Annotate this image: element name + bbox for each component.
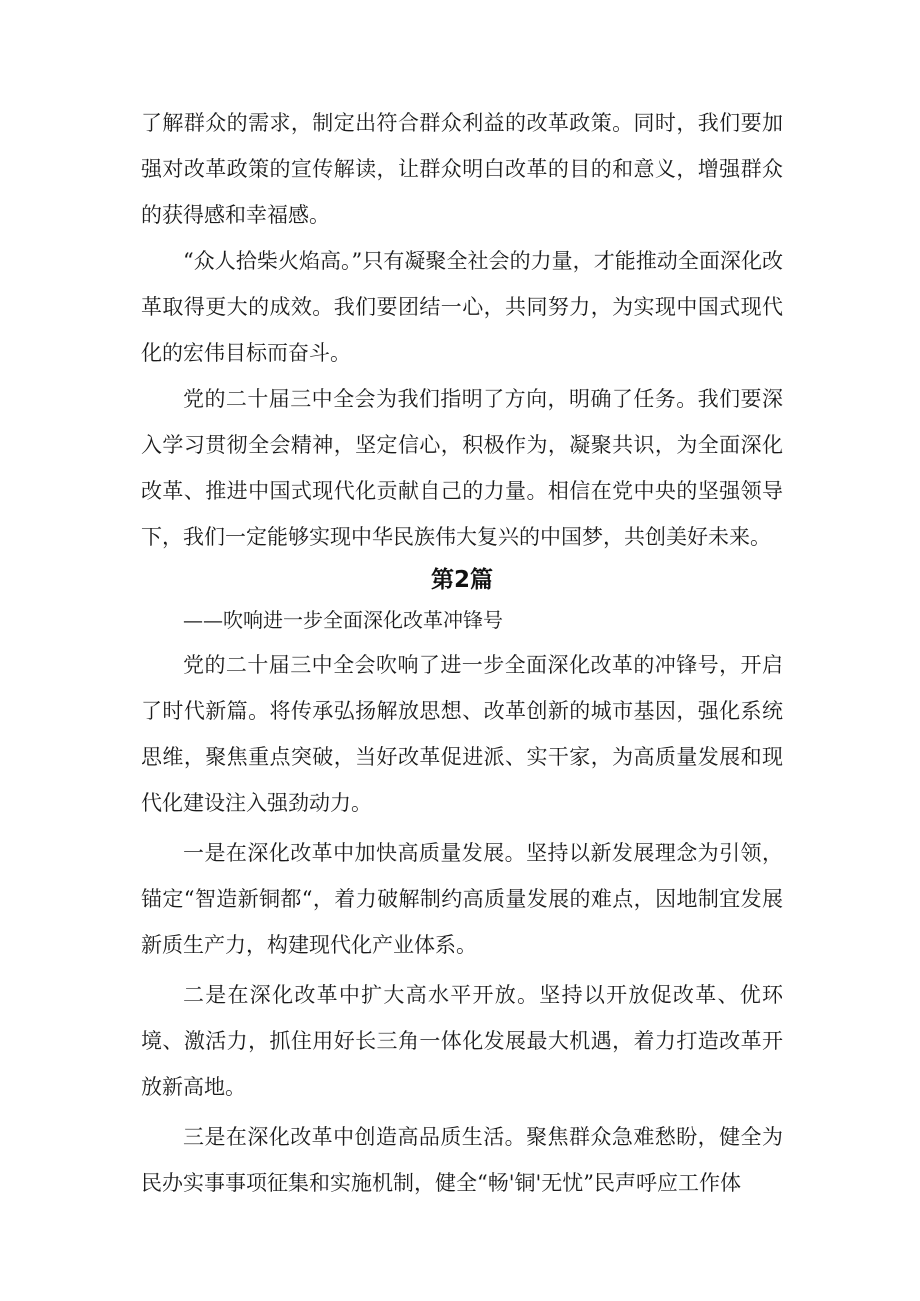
paragraph-point-one: 一是在深化改革中加快高质量发展。坚持以新发展理念为引领，锚定“智造新铜都“，着力破解制约高质量发展的难点，因地制宜发展新质生产力，构建现代化产业体系。 [141, 841, 783, 957]
paragraph-continued: 了解群众的需求，制定出符合群众利益的改革政策。同时，我们要加强对改革政策的宣传解读，让群众明白改革的目的和意义，增强群众的获得感和幸福感。 [141, 111, 783, 227]
paragraph-point-two: 二是在深化改革中扩大高水平开放。坚持以开放促改革、优环境、激活力，抓住用好长三角一体化发展最大机遇，着力打造改革开放新高地。 [141, 983, 783, 1099]
section-subtitle: ——吹响进一步全面深化改革冲锋号 [183, 608, 503, 632]
document-page [141, 100, 783, 1206]
paragraph-plenary-direction: 党的二十届三中全会为我们指明了方向，明确了任务。我们要深入学习贯彻全会精神，坚定信心，积极作为，凝聚共识，为全面深化改革、推进中国式现代化贡献自己的力量。相信在党中央的坚强领导下，我们一定能够实现中华民族伟大复兴的中国梦，共创美好未来。 [141, 387, 783, 549]
section-heading: 第2篇 [430, 567, 493, 593]
paragraph-crowd-strength: “众人拾柴火焰高。”只有凝聚全社会的力量，才能推动全面深化改革取得更大的成效。我们要团结一心，共同努力，为实现中国式现代化的宏伟目标而奋斗。 [141, 249, 783, 365]
paragraph-reform-bugle: 党的二十届三中全会吹响了进一步全面深化改革的冲锋号，开启了时代新篇。将传承弘扬解放思想、改革创新的城市基因，强化系统思维，聚焦重点突破，当好改革促进派、实干家，为高质量发展和现代化建设注入强劲动力。 [141, 653, 783, 815]
paragraph-point-three: 三是在深化改革中创造高品质生活。聚焦群众急难愁盼，健全为民办实事事项征集和实施机制，健全“畅'铜'无忧”民声呼应工作体 [141, 1125, 783, 1195]
